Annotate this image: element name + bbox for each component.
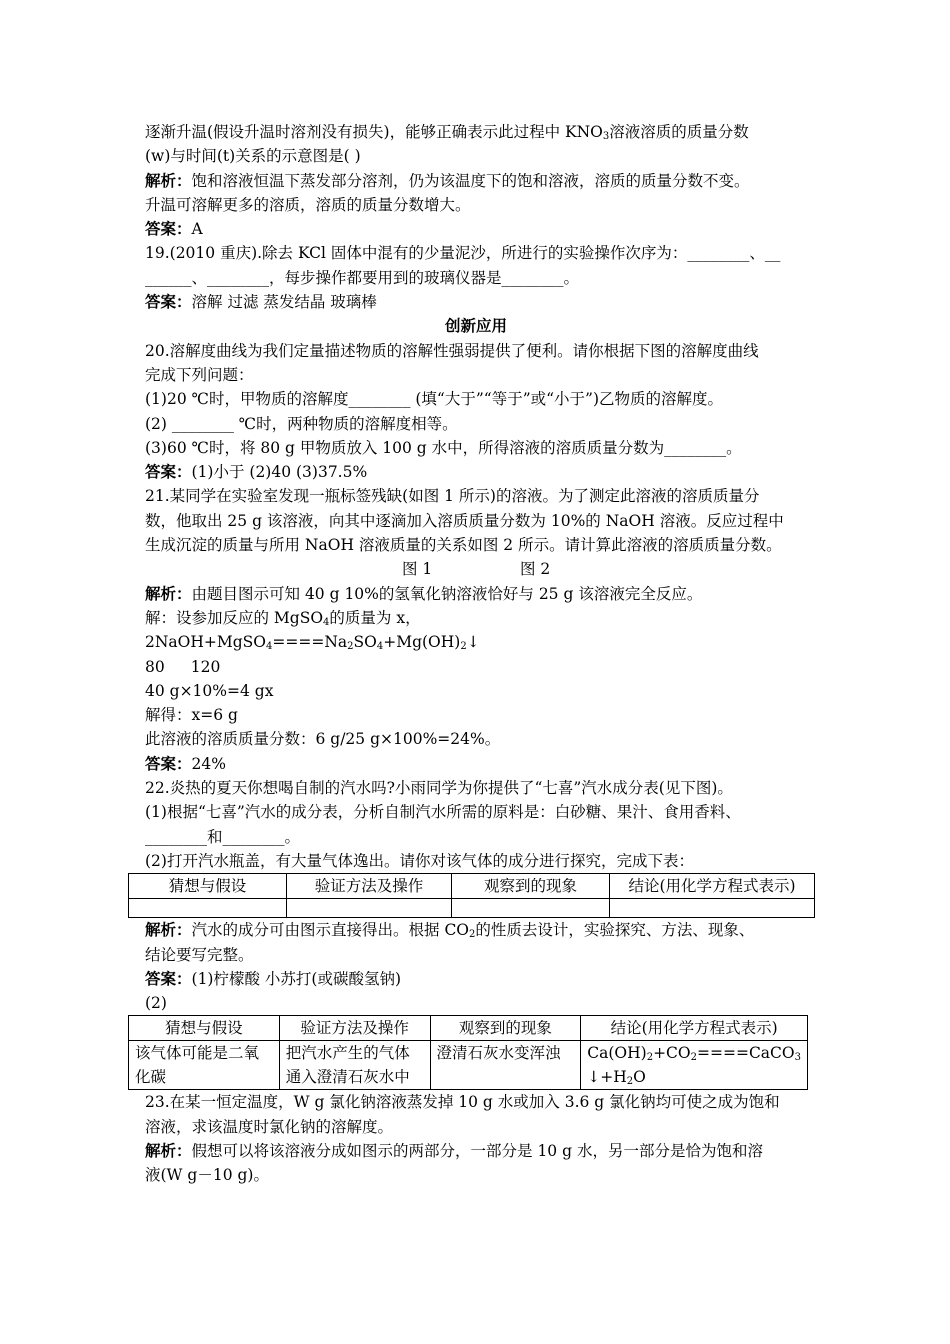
text-line: 40 g×10%=4 gx <box>145 681 274 700</box>
analysis-line: 解析：汽水的成分可由图示直接得出。根据 $CO_2$的性质去设计，实验探究、方法、现象、 <box>145 920 755 941</box>
text-line: (2) <box>145 994 167 1013</box>
figure-2-caption: 图 2 <box>520 560 551 579</box>
question-19: 19.(2010 重庆).除去 KCl 固体中混有的少量泥沙，所进行的实验操作次序为：________、__ <box>145 244 781 263</box>
table-header: 结论(用化学方程式表示) <box>610 874 815 899</box>
answer-label: 答案： <box>145 292 192 312</box>
text-line: 80 120 <box>145 657 221 676</box>
table-cell: 澄清石灰水变浑浊 <box>430 1041 581 1090</box>
answer-line: 答案：24% <box>145 753 226 773</box>
analysis-line: 解析：饱和溶液恒温下蒸发部分溶剂，仍为该温度下的饱和溶液，溶质的质量分数不变。 <box>145 170 750 190</box>
text-line: (1)20 ℃时，甲物质的溶解度________ (填“大于”“等于”或“小于”)乙物质的溶解度。 <box>145 390 724 409</box>
table-header: 观察到的现象 <box>452 874 610 899</box>
question-23: 23.在某一恒定温度，W g 氯化钠溶液蒸发掉 10 g 水或加入 3.6 g 氯化钠均可使之成为饱和 <box>145 1093 780 1112</box>
table-cell-empty <box>610 899 815 918</box>
text-line: (1)根据“七喜”汽水的成分表，分析自制汽水所需的原料是：白砂糖、果汁、食用香料、 <box>145 803 741 822</box>
text-line: 完成下列问题： <box>145 365 254 384</box>
analysis-label: 解析： <box>145 583 192 603</box>
answer-line: 答案：(1)柠檬酸 小苏打(或碳酸氢钠) <box>145 968 401 988</box>
analysis-line: 解析：由题目图示可知 40 g 10%的氢氧化钠溶液恰好与 25 g 该溶液完全反应。 <box>145 583 703 603</box>
question-22: 22.炎热的夏天你想喝自制的汽水吗?小雨同学为你提供了“七喜”汽水成分表(见下图)。 <box>145 779 733 798</box>
text-line: 解得：x=6 g <box>145 706 238 725</box>
text-line: ______、________，每步操作都要用到的玻璃仪器是________。 <box>145 268 580 287</box>
document-page <box>135 120 807 1188</box>
answer-label: 答案： <box>145 219 192 239</box>
answer-label: 答案： <box>145 753 192 773</box>
text-line: 液(W g－10 g)。 <box>145 1166 269 1185</box>
answer-label: 答案： <box>145 968 192 988</box>
table-cell-empty <box>129 899 287 918</box>
table-header: 观察到的现象 <box>430 1016 581 1041</box>
inquiry-table-blank <box>128 873 815 918</box>
table-header: 猜想与假设 <box>129 874 287 899</box>
answer-line: 答案：溶解 过滤 蒸发结晶 玻璃棒 <box>145 292 377 312</box>
question-21: 21.某同学在实验室发现一瓶标签残缺(如图 1 所示)的溶液。为了测定此溶液的溶质质量分 <box>145 487 760 506</box>
text-line: (w)与时间(t)关系的示意图是( ) <box>145 147 361 166</box>
table-cell: $Ca(OH)_2+CO_2====CaCO_3$ $↓+H_2O$ <box>581 1041 808 1090</box>
table-cell-empty <box>452 899 610 918</box>
text-line: (2)打开汽水瓶盖，有大量气体逸出。请你对该气体的成分进行探究，完成下表： <box>145 851 694 870</box>
text-line: 升温可溶解更多的溶质，溶质的质量分数增大。 <box>145 195 471 214</box>
text-line: 解：设参加反应的 MgSO$_4$的质量为 x， <box>145 608 421 628</box>
text-line: 此溶液的溶质质量分数：6 g/25 g×100%=24%。 <box>145 730 501 749</box>
equation-line: $2NaOH+MgSO_4====Na_2SO_4+Mg(OH)_2↓$ <box>145 633 480 653</box>
question-20: 20.溶解度曲线为我们定量描述物质的溶解性强弱提供了便利。请你根据下图的溶解度曲线 <box>145 341 759 360</box>
text-line: (3)60 ℃时，将 80 g 甲物质放入 100 g 水中，所得溶液的溶质质量分数为________。 <box>145 438 742 457</box>
table-cell: 该气体可能是二氧化碳 <box>129 1041 280 1090</box>
text-line: 溶液，求该温度时氯化钠的溶解度。 <box>145 1117 394 1136</box>
analysis-label: 解析： <box>145 1140 192 1160</box>
figure-1-caption: 图 1 <box>402 560 433 579</box>
answer-label: 答案： <box>145 462 192 482</box>
table-header: 猜想与假设 <box>129 1016 280 1041</box>
text-line: 数，他取出 25 g 该溶液，向其中逐滴加入溶质质量分数为 10%的 NaOH 溶液。反应过程中 <box>145 511 784 530</box>
table-cell-empty <box>287 899 452 918</box>
text-line: 逐渐升温(假设升温时溶剂没有损失)，能够正确表示此过程中 $KNO_3$溶液溶质的质量分数 <box>145 123 749 142</box>
table-header: 验证方法及操作 <box>287 874 452 899</box>
text-line: 生成沉淀的质量与所用 NaOH 溶液质量的关系如图 2 所示。请计算此溶液的溶质质量分数。 <box>145 536 782 555</box>
table-header: 结论(用化学方程式表示) <box>581 1016 808 1041</box>
text-line: 结论要写完整。 <box>145 945 254 964</box>
inquiry-table-answer <box>128 1015 808 1090</box>
table-cell: 把汽水产生的气体通入澄清石灰水中 <box>279 1041 430 1090</box>
text-line: (2) ________ ℃时，两种物质的溶解度相等。 <box>145 414 458 433</box>
text-line: ________和________。 <box>145 827 301 846</box>
analysis-label: 解析： <box>145 920 192 940</box>
figure-captions <box>145 557 807 581</box>
table-header: 验证方法及操作 <box>279 1016 430 1041</box>
analysis-line: 解析：假想可以将该溶液分成如图示的两部分，一部分是 10 g 水，另一部分是恰为饱和溶 <box>145 1140 763 1160</box>
answer-line: 答案：(1)小于 (2)40 (3)37.5% <box>145 462 368 482</box>
answer-line: 答案：A <box>145 219 203 239</box>
analysis-label: 解析： <box>145 170 192 190</box>
section-heading: 创新应用 <box>444 316 507 336</box>
